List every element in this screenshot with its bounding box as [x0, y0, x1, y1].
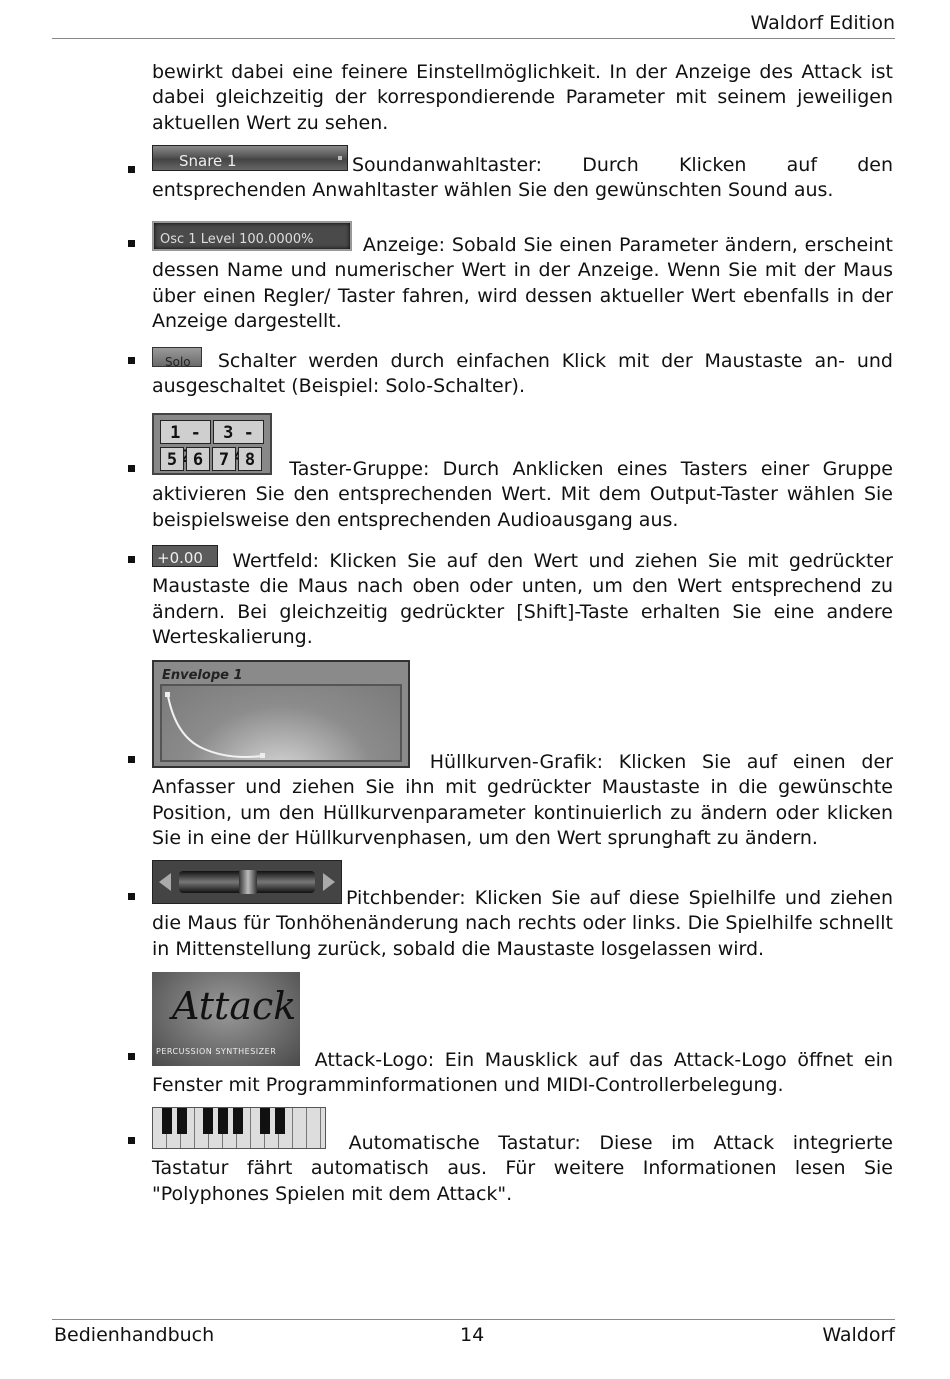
list-item-pitchbender — [152, 860, 893, 962]
list-item-button-group — [152, 413, 893, 533]
bullet-marker — [128, 465, 135, 472]
list-item-sound-select — [152, 145, 893, 204]
black-key[interactable] — [218, 1108, 228, 1134]
output-key-8[interactable]: 8 — [238, 447, 262, 471]
list-item-display — [152, 221, 893, 335]
value-field[interactable] — [152, 545, 218, 567]
output-key-5[interactable]: 5 — [160, 447, 184, 471]
logo-word: Attack — [172, 984, 297, 1028]
sound-select-button[interactable] — [152, 145, 348, 171]
intro-paragraph: bewirkt dabei eine feinere Einstellmöglichkeit. In der Anzeige des Attack ist dabei gleichzeitig der korrespondierende Parameter mit seinem jeweiligen aktuellen Wert zu sehen. — [152, 61, 893, 134]
button-led-icon — [338, 156, 342, 160]
bullet-marker — [128, 893, 135, 900]
arrow-right-icon — [323, 873, 335, 891]
logo-subtitle: PERCUSSION SYNTHESIZER — [156, 1046, 277, 1056]
item-text: Hüllkurven-Grafik: Klicken Sie auf einen der Anfasser und ziehen Sie ihn mit gedrückter Maustaste in die gewünschte Position, um den Hüllkurvenparameter kontinuierlich zu ändern oder klicken Sie in eine der Hüllkurvenphasen, um den Wert sprunghaft zu ändern. — [152, 751, 893, 850]
black-key[interactable] — [275, 1108, 285, 1134]
item-text: Taster-Gruppe: Durch Anklicken eines Tasters einer Gruppe aktivieren Sie den entsprechenden Wert. Mit dem Output-Taster wählen Sie beispielsweise den entsprechenden Audioausgang aus. — [152, 458, 893, 531]
bullet-marker — [128, 166, 135, 173]
pitchbender-handle[interactable] — [239, 870, 257, 894]
page-header — [52, 10, 895, 39]
page-number: 14 — [460, 1324, 485, 1346]
black-key[interactable] — [162, 1108, 172, 1134]
white-key[interactable] — [293, 1108, 307, 1148]
pitchbender[interactable] — [152, 860, 342, 904]
list-item-value-field — [152, 545, 893, 651]
black-key[interactable] — [177, 1108, 187, 1134]
envelope-curve — [162, 686, 400, 760]
output-key-6[interactable]: 6 — [186, 447, 210, 471]
output-key-3-4[interactable]: 3 - — [213, 420, 264, 444]
black-key[interactable] — [260, 1108, 270, 1134]
footer-left: Bedienhandbuch — [54, 1324, 215, 1346]
envelope-title: Envelope 1 — [162, 668, 243, 683]
solo-label: Solo — [165, 355, 191, 369]
bullet-marker — [128, 240, 135, 247]
release-handle-icon — [260, 753, 265, 758]
attack-logo[interactable] — [152, 972, 300, 1066]
auto-keyboard[interactable] — [152, 1107, 326, 1149]
bullet-marker — [128, 1053, 135, 1060]
bullet-marker — [128, 357, 135, 364]
page-footer — [52, 1319, 895, 1346]
bullet-marker — [128, 1137, 135, 1144]
output-button-group — [152, 413, 272, 475]
attack-handle-icon — [165, 692, 170, 697]
list-item-logo — [152, 972, 893, 1099]
value-field-readout: +0.00 — [157, 549, 203, 567]
bullet-marker — [128, 756, 135, 763]
sound-select-label: Snare 1 — [179, 152, 237, 170]
item-text: Attack-Logo: Ein Mausklick auf das Attack-Logo öffnet ein Fenster mit Programminformationen und MIDI-Controllerbelegung. — [152, 1049, 893, 1097]
black-key[interactable] — [203, 1108, 213, 1134]
item-text: Anzeige: Sobald Sie einen Parameter ändern, erscheint dessen Name und numerischer Wert in der Anzeige. Wenn Sie mit der Maus über einen Regler/ Taster fahren, wird dessen aktueller Wert ebenfalls in der Anzeige dargestellt. — [152, 234, 894, 333]
envelope-screen[interactable] — [160, 684, 402, 762]
footer-right: Waldorf — [822, 1324, 895, 1346]
item-text: Wertfeld: Klicken Sie auf den Wert und ziehen Sie mit gedrückter Maustaste die Maus nach oben oder unten, um den Wert entsprechend zu ändern. Bei gleichzeitig gedrückter [Shift]-Taste erhalten Sie eine andere Werteskalierung. — [152, 550, 893, 649]
item-text: Automatische Tastatur: Diese im Attack integrierte Tastatur fährt automatisch aus. Für weitere Informationen lesen Sie "Polyphones Spielen mit dem Attack". — [152, 1132, 893, 1205]
item-text: Pitchbender: Klicken Sie auf diese Spielhilfe und ziehen die Maus für Tonhöhenänderung nach rechts oder links. Die Spielhilfe schnellt in Mittenstellung zurück, sobald die Maustaste losgelassen wird. — [152, 887, 893, 960]
white-key[interactable] — [307, 1108, 321, 1148]
item-text: Soundanwahltaster: Durch Klicken auf den entsprechenden Anwahltaster wählen Sie den gewünschten Sound aus. — [152, 154, 893, 202]
list-item-envelope — [152, 660, 893, 852]
output-key-7[interactable]: 7 — [212, 447, 236, 471]
solo-switch[interactable] — [152, 347, 202, 367]
envelope-graphic[interactable] — [152, 660, 410, 768]
header-title: Waldorf Edition — [750, 12, 895, 34]
output-key-1-2[interactable]: 1 - — [160, 420, 211, 444]
display-readout: Osc 1 Level 100.0000% — [160, 232, 314, 247]
arrow-left-icon — [159, 873, 171, 891]
bullet-marker — [128, 556, 135, 563]
parameter-display — [152, 221, 352, 251]
list-item-switch — [152, 347, 893, 400]
list-item-keyboard — [152, 1107, 893, 1207]
black-key[interactable] — [233, 1108, 243, 1134]
item-text: Schalter werden durch einfachen Klick mit der Maustaste an- und ausgeschaltet (Beispiel: Solo-Schalter). — [152, 350, 893, 398]
